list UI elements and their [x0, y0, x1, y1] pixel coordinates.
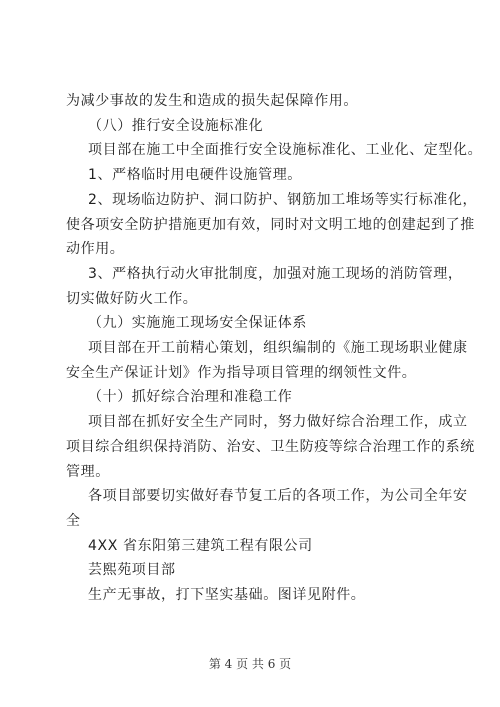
text-line: 1、严格临时用电硬件设施管理。 — [88, 167, 302, 183]
text-line: 各项目部要切实做好春节复工后的各项工作，为公司全年安 — [88, 488, 468, 504]
company-name: 4XX 省东阳第三建筑工程有限公司 — [88, 538, 313, 554]
page-number-footer: 第 4 页 共 6 页 — [208, 657, 292, 671]
text-line: 管理。 — [66, 464, 110, 480]
text-line: 项目部在施工中全面推行安全设施标准化、工业化、定型化。 — [88, 142, 483, 158]
text-line: 切实做好防火工作。 — [66, 291, 198, 307]
text-line: 项目部在开工前精心策划，组织编制的《施工现场职业健康 — [88, 340, 468, 356]
text-line: 项目综合组织保持消防、治安、卫生防疫等综合治理工作的系统 — [66, 439, 475, 455]
text-line: 2、现场临边防护、洞口防护、钢筋加工堆场等实行标准化， — [88, 192, 478, 208]
text-line: 使各项安全防护措施更加有效，同时对文明工地的创建起到了推 — [66, 217, 475, 233]
text-line: 动作用。 — [66, 241, 125, 257]
text-line: 3、严格执行动火审批制度，加强对施工现场的消防管理， — [88, 266, 463, 282]
section-heading: （十）抓好综合治理和准稳工作 — [88, 389, 293, 405]
text-line: 项目部在抓好安全生产同时，努力做好综合治理工作，成立 — [88, 414, 468, 430]
text-line: 安全生产保证计划》作为指导项目管理的纲领性文件。 — [66, 365, 417, 381]
text-line: 全 — [66, 513, 81, 529]
text-line: 生产无事故，打下坚实基础。图详见附件。 — [88, 587, 366, 603]
project-department: 芸熙苑项目部 — [88, 562, 176, 578]
section-heading: （九）实施施工现场安全保证体系 — [88, 315, 307, 331]
section-heading: （八）推行安全设施标准化 — [88, 118, 264, 134]
text-line: 为减少事故的发生和造成的损失起保障作用。 — [66, 93, 358, 109]
